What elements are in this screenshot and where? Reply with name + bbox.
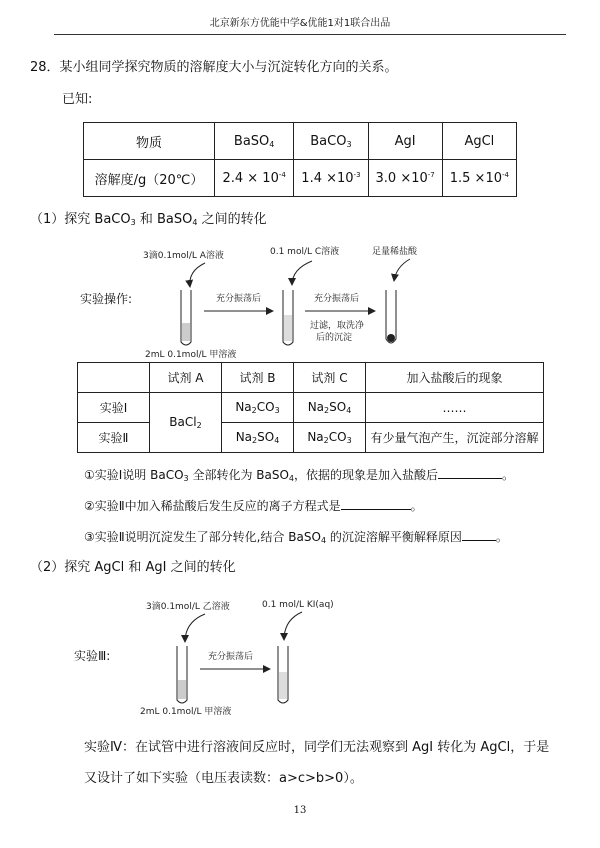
col-header-baco3: BaCO$_3$: [294, 123, 368, 160]
solubility-table: [83, 122, 517, 197]
experiment-diagram-1: [0, 235, 600, 360]
solubility-agi: $3.0 \times 10^{-7}$: [368, 160, 442, 197]
reagent-a-label: 3滴0.1mol/L A溶液: [143, 251, 224, 261]
exp-table-corner: [78, 363, 150, 393]
solubility-baco3: $1.4 \times 10^{-3}$: [294, 160, 368, 197]
drop-arrow-2: [292, 261, 312, 285]
page-header: 北京新东方优能中学&优能1对1联合出品: [209, 18, 391, 29]
col-header-agcl: AgCl: [442, 123, 516, 160]
answer-blank-1[interactable]: [438, 466, 502, 479]
row-label-exp1: 实验Ⅰ: [78, 393, 150, 423]
col-header-agi: AgI: [368, 123, 442, 160]
solution-jia-label: 2mL 0.1mol/L 甲溶液: [145, 350, 237, 360]
subquestion-1: ①实验Ⅰ说明 BaCO$_3$ 全部转化为 BaSO$_4$，依据的现象是加入盐酸后 。: [84, 468, 515, 483]
row-label-exp2: 实验Ⅱ: [78, 423, 150, 453]
experiment-table: [77, 362, 544, 453]
answer-blank-2[interactable]: [341, 497, 411, 510]
exp2-reagent-b: $Na_2SO_4$: [222, 423, 294, 453]
ki-label: 0.1 mol/L KI(aq): [262, 600, 334, 610]
page-number: 13: [293, 805, 307, 816]
shake-label-3: 充分振荡后: [208, 652, 254, 662]
part2-title: （2）探究 AgCl 和 AgI 之间的转化: [30, 560, 236, 575]
exp3-label: 实验Ⅲ:: [74, 649, 111, 663]
row-label-solubility: 溶解度/g（20℃）: [84, 160, 215, 197]
tube-1-liquid: [182, 323, 190, 341]
shake-label-1: 充分振荡后: [216, 294, 262, 304]
filter-note-1: 过滤，取洗净: [310, 321, 365, 331]
shake-label-2: 充分振荡后: [314, 294, 360, 304]
reagent-a-value: BaCl$_2$: [150, 393, 222, 453]
filter-note-2: 后的沉淀: [316, 333, 353, 343]
part1-title: （1）探究 BaCO$_3$ 和 BaSO$_4$ 之间的转化: [30, 212, 267, 227]
operation-label: 实验操作:: [80, 292, 133, 306]
question-stem: 28．某小组同学探究物质的溶解度大小与沉淀转化方向的关系。: [30, 60, 398, 75]
solubility-agcl: $1.5 \times 10^{-4}$: [442, 160, 516, 197]
header-rule: [54, 34, 566, 35]
exp2-reagent-c: $Na_2CO_3$: [294, 423, 366, 453]
precipitate: [387, 334, 395, 342]
experiment-diagram-2: [0, 590, 600, 720]
tube-5-liquid: [279, 672, 287, 699]
drop-arrow-3: [394, 259, 410, 281]
reagent-yi-label: 3滴0.1mol/L 乙溶液: [146, 602, 230, 612]
known-label: 已知:: [62, 92, 93, 107]
exp4-line-2: 又设计了如下实验（电压表读数：a>c>b>0）。: [84, 771, 363, 786]
exp1-reagent-c: $Na_2SO_4$: [294, 393, 366, 423]
exp2-phenomenon: 有少量气泡产生，沉淀部分溶解: [366, 423, 544, 453]
col-header-reagent-c: 试剂 C: [294, 363, 366, 393]
drop-arrow-4: [185, 614, 205, 642]
col-header-reagent-b: 试剂 B: [222, 363, 294, 393]
exp1-reagent-b: $Na_2CO_3$: [222, 393, 294, 423]
exp1-phenomenon: ……: [366, 393, 544, 423]
solubility-baso4: $2.4 \times 10^{-4}$: [215, 160, 294, 197]
tube-2-liquid: [284, 315, 292, 341]
answer-blank-3[interactable]: [462, 528, 496, 541]
drop-arrow-5: [284, 612, 302, 640]
col-header-substance: 物质: [84, 123, 215, 160]
solution-jia-label-2: 2mL 0.1mol/L 甲溶液: [140, 707, 232, 717]
reagent-c-label: 0.1 mol/L C溶液: [270, 247, 340, 257]
hcl-label: 足量稀盐酸: [372, 247, 418, 257]
drop-arrow-1: [190, 263, 205, 287]
exp4-line-1: 实验Ⅳ：在试管中进行溶液间反应时，同学们无法观察到 AgI 转化为 AgCl，于是: [84, 740, 550, 755]
subquestion-3: ③实验Ⅱ说明沉淀发生了部分转化,结合 BaSO$_4$ 的沉淀溶解平衡解释原因 。: [84, 530, 508, 545]
col-header-baso4: BaSO$_4$: [215, 123, 294, 160]
tube-4-liquid: [178, 680, 186, 699]
subquestion-2: ②实验Ⅱ中加入稀盐酸后发生反应的离子方程式是 。: [84, 499, 423, 513]
col-header-phenomenon: 加入盐酸后的现象: [366, 363, 544, 393]
col-header-reagent-a: 试剂 A: [150, 363, 222, 393]
